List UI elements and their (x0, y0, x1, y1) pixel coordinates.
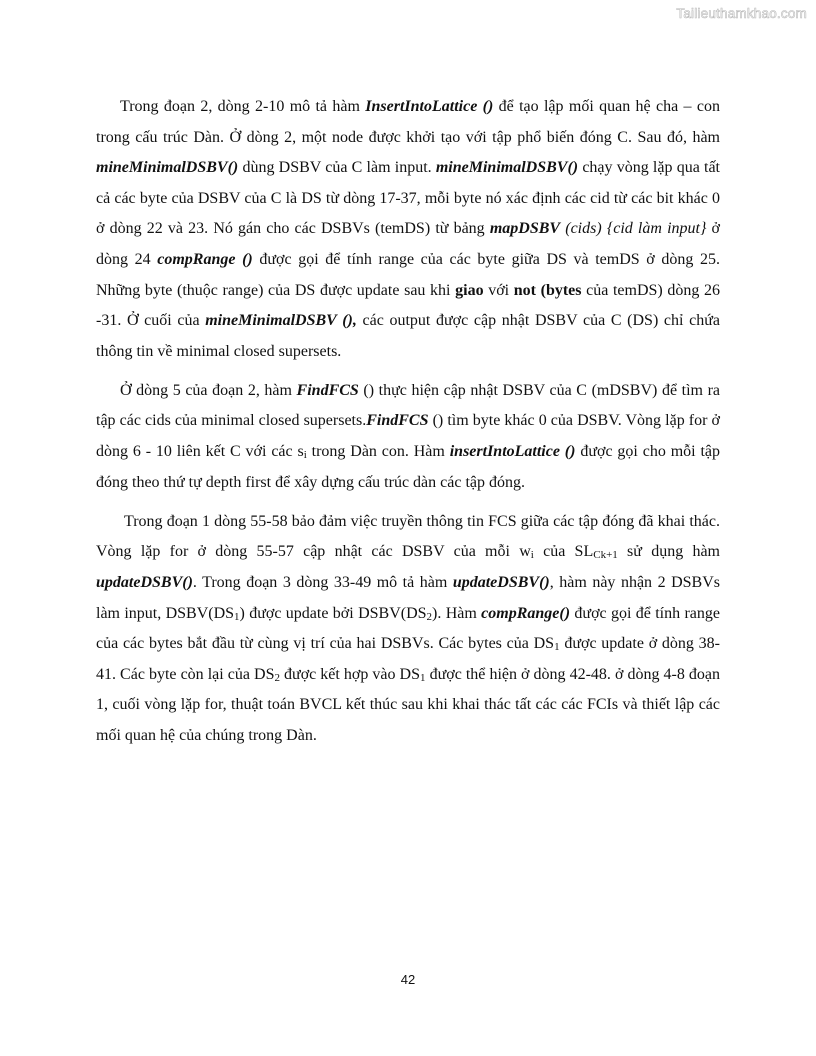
paragraph-1 (96, 92, 720, 367)
text: chạy vòng lặp qua tất cả các byte của DSBV của C là DS từ dòng 17-37, mỗi byte nó xác định các cid từ các bit khác 0 ở dòng 22 và 23. Nó gán cho các DSBVs (temDS) từ bảng (96, 159, 720, 238)
subscript: 1 (420, 671, 426, 684)
subscript: 1 (234, 610, 240, 623)
text: được update ở dòng 38-41. Các byte còn lại của DS (96, 635, 720, 683)
page-number: 42 (400, 972, 416, 987)
text: Ở dòng 5 của đoạn 2, hàm (120, 381, 297, 399)
function-name: mineMinimalDSBV (), (205, 312, 357, 330)
function-name: compRange() (481, 604, 571, 622)
text: được gọi để tính range của các bytes bắt đầu từ cùng vị trí của hai DSBVs. Các bytes của DS (96, 604, 721, 653)
subscript: 1 (554, 641, 560, 654)
function-name: compRange () (157, 250, 253, 268)
text: Trong đoạn 2, dòng 2-10 mô tả hàm (120, 98, 366, 115)
text: được thể hiện ở dòng 42-48. ở dòng 4-8 đoạn 1, cuối vòng lặp for, thuật toán BVCL kết thúc sau khi khai thác tất các các FCIs và thiết lập các mối quan hệ của chúng trong Dàn. (96, 665, 721, 744)
function-name: mapDSBV (489, 220, 561, 238)
text: ). Hàm (432, 604, 482, 622)
bold-text: not (bytes (513, 281, 582, 299)
text: được gọi cho mỗi tập đóng theo thứ tự depth first để xây dựng cấu trúc dàn các tập đóng. (96, 443, 720, 491)
subscript: Ck+1 (593, 549, 618, 562)
text: ở dòng 24 (96, 220, 720, 268)
text: , hàm này nhận 2 DSBVs làm input, DSBV(DS (96, 573, 721, 622)
text: () thực hiện cập nhật DSBV của C (mDSBV) để tìm ra tập các cids của minimal closed supersets. (96, 381, 720, 430)
bold-text: giao (455, 281, 484, 299)
function-name: InsertIntoLattice () (365, 98, 494, 115)
text: dùng DSBV của C làm input. (238, 159, 436, 177)
text: được gọi để tính range của các byte giữa DS và temDS ở dòng 25. Những byte (thuộc range) của DS được update sau khi (96, 250, 721, 299)
document-body (96, 92, 720, 751)
subscript: i (303, 449, 307, 462)
text: được kết hợp vào DS (279, 665, 421, 683)
watermark: Tailieuthamkhao.com (676, 6, 807, 21)
paragraph-3 (96, 507, 720, 752)
text: với (483, 281, 514, 299)
function-name: updateDSBV() (452, 573, 550, 591)
function-name: mineMinimalDSBV() (96, 159, 239, 177)
function-name: FindFCS (366, 412, 429, 430)
subscript: 2 (274, 671, 280, 684)
function-name: updateDSBV() (96, 573, 193, 591)
subscript: i (530, 549, 534, 562)
subscript: 2 (426, 610, 433, 623)
text: . Trong đoạn 3 dòng 33-49 mô tả hàm (192, 573, 453, 591)
text: của SL (533, 543, 594, 561)
text: để tạo lập mối quan hệ cha – con trong cấu trúc Dàn. Ở dòng 2, một node được khởi tạo với tập phổ biến đóng C. Sau đó, hàm (96, 98, 721, 146)
paragraph-2 (96, 376, 720, 498)
function-name: mineMinimalDSBV() (435, 159, 579, 177)
text: ) được update bởi DSBV(DS (239, 604, 427, 622)
text: của temDS) dòng 26 -31. Ở cuối của (96, 281, 721, 330)
text: Trong đoạn 1 dòng 55-58 bảo đảm việc truyền thông tin FCS giữa các tập đóng đã khai thác. Vòng lặp for ở dòng 55-57 cập nhật các DSBV của mỗi w (96, 512, 720, 561)
italic-text: (cids) {cid làm input} (560, 220, 707, 238)
text: các output được cập nhật DSBV của C (DS) chỉ chứa thông tin về minimal closed supersets. (96, 312, 720, 360)
function-name: FindFCS (296, 381, 359, 399)
text: () tìm byte khác 0 của DSBV. Vòng lặp for ở dòng 6 - 10 liên kết C với các s (96, 412, 720, 461)
text: sử dụng hàm (617, 543, 721, 561)
text: trong Dàn con. Hàm (306, 443, 450, 461)
function-name: insertIntoLattice () (449, 443, 576, 461)
